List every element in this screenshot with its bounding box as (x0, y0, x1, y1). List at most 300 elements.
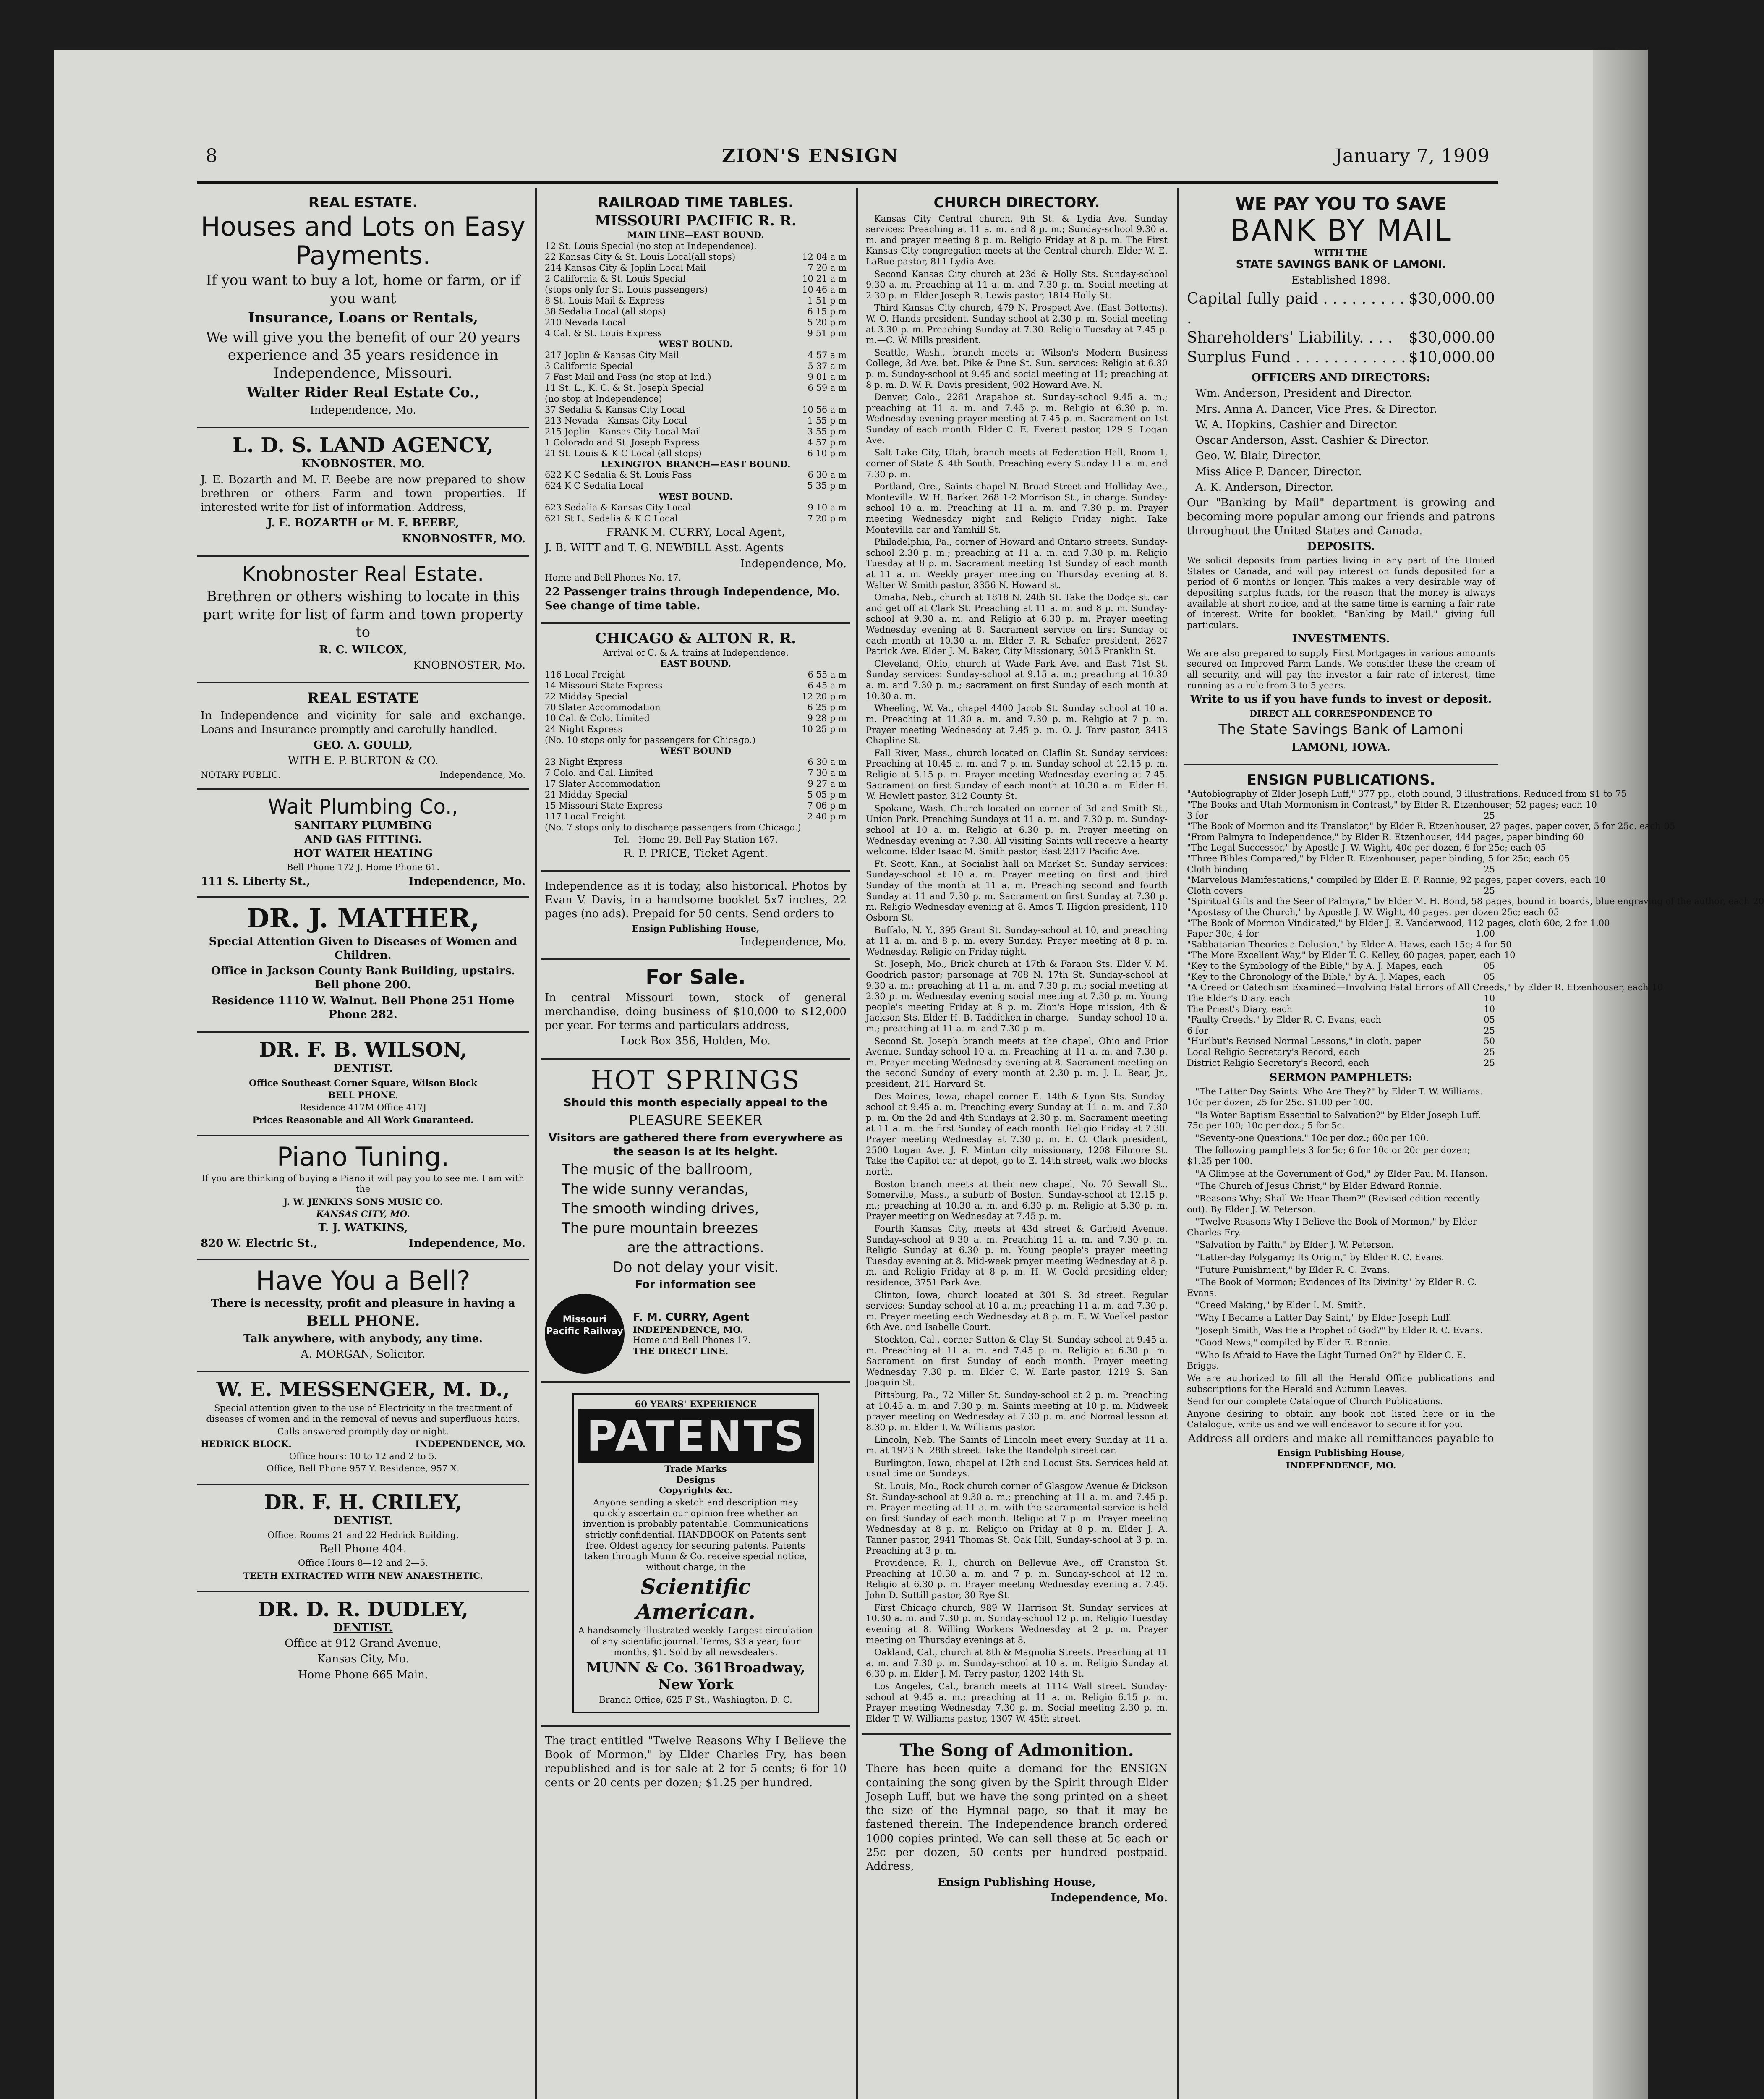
row-value: $30,000.00 (1408, 290, 1495, 307)
list-row (545, 437, 847, 448)
list-item: Boston branch meets at their new chapel, No. 70 Sewall St., Somerville, Mass., a suburb of Boston. Sunday-school at 12.15 p. m.; preaching at 10.30 a. m. and 6.30 p. m. Religio at 5.30 p. m. Prayer meeting on Wednesday at 7.45 p. m. (866, 1179, 1168, 1222)
ad-text: The pure mountain breezes (562, 1220, 758, 1237)
ad-text: Independence as it is today, also historical. Photos by Evan V. Davis, in a handsome booklet 5x7 inches, 22 pages (no ads). Prepaid for 50 cents. Send orders to (545, 879, 847, 921)
ad-signature: GEO. A. GOULD, (313, 739, 413, 752)
ad-text: are the attractions. (627, 1239, 765, 1256)
list-item: "The Latter Day Saints: Who Are They?" by Elder T. W. Williams. 10c per dozen; 25 for 25c. $1.00 per 100. (1187, 1086, 1483, 1108)
ad-phone: Home and Bell Phones 17. (633, 1335, 751, 1345)
row-value: 10 (1652, 982, 1663, 993)
list-row (545, 404, 847, 415)
ad-title: Houses and Lots on Easy Payments. (201, 211, 525, 271)
list-item: "Twelve Reasons Why I Believe the Book of Mormon," by Elder Charles Fry. (1187, 1217, 1477, 1238)
ad-title: Scientific American. (635, 1574, 756, 1624)
row-value: 1 51 p m (807, 295, 847, 306)
list-row (1187, 896, 1764, 907)
list-item: Fourth Kansas City, meets at 43d street & Garfield Avenue. Sunday-school at 9.30 a. m. Preaching 11 a. m. and 7.30 p. m. Religio Sunday at 6.30 p. m. Young people's prayer meeting Tuesday evening at 8. Mid-week prayer meeting Wednesday at 8 p. m. and Religio Friday at 8 p. m. H. W. Goold presiding elder; residence, 3751 Park Ave. (866, 1223, 1168, 1288)
row-label: (stops only for St. Louis passengers) (545, 284, 708, 295)
row-value: 6 59 a m (808, 382, 847, 393)
row-label: The Elder's Diary, each (1187, 993, 1291, 1003)
row-value: 9 10 a m (808, 503, 847, 513)
row-value: 7 30 a m (808, 767, 847, 778)
row-value: 6 45 a m (808, 680, 847, 691)
railroad-title: CHICAGO & ALTON R. R. (595, 630, 796, 647)
row-value: 12 20 p m (802, 691, 847, 701)
list-item: Seattle, Wash., branch meets at Wilson's Modern Business College, 3d Ave. bet. Pike & Pine St. Sun. services: Religio at 6.30 p. m. Sunday-school at 9.45 and social meeting at 11; preaching at 8 p. m. D. W. R. Davis president, 902 Howard Ave. N. (866, 347, 1168, 390)
list-item: Cleveland, Ohio, church at Wade Park Ave. and East 71st St. Sunday services: Sunday-school at 9.15 a. m.; preaching at 10.30 a. m. and 7.30 p. m.; sacrament on first Sunday of each month at 10.30 a. m. (866, 658, 1168, 701)
list-item: Portland, Ore., Saints chapel N. Broad Street and Holliday Ave., Montevilla. W. H. Barker. 268 1-2 Morrison St., in charge. Sunday-school 10 a. m. Preaching at 11 a. m. and 7.30 p. m. Prayer meeting Wednesday night and Religio Friday night. Take Montevilla car and Yamhill St. (866, 482, 1168, 535)
row-label: 37 Sedalia & Kansas City Local (545, 404, 685, 415)
list-row (1187, 929, 1495, 940)
ad-text: Brethren or others wishing to locate in this part write for list of farm and town property to (203, 588, 523, 641)
ad-text: Copyrights &c. (659, 1485, 732, 1496)
ad-text: J. E. Bozarth and M. F. Beebe are now prepared to show brethren or others Farm and town properties. If interested write for list of information. Address, (201, 473, 525, 514)
list-row (1187, 993, 1495, 1004)
list-row (1187, 950, 1516, 961)
ad-city: Independence, Mo. (310, 403, 416, 416)
list-item: A. K. Anderson, Director. (1195, 481, 1333, 494)
list-item: "Good News," compiled by Elder E. Rannie. (1195, 1337, 1391, 1348)
row-label: 4 Cal. & St. Louis Express (545, 328, 662, 338)
column-rule (856, 188, 858, 2099)
list-row (545, 415, 847, 426)
row-value: 5 35 p m (807, 481, 847, 491)
list-item: Mrs. Anna A. Dancer, Vice Pres. & Director. (1195, 403, 1437, 416)
list-row (545, 669, 847, 680)
ad-subheading: OFFICERS AND DIRECTORS: (1251, 372, 1431, 385)
row-value (843, 241, 847, 251)
missouri-pacific-logo-icon: Missouri Pacific Railway (545, 1294, 625, 1374)
ad-for-sale (541, 960, 850, 1059)
list-item: Miss Alice P. Dancer, Director. (1195, 465, 1362, 478)
row-label: 217 Joplin & Kansas City Mail (545, 350, 679, 360)
ad-bell-phone (197, 1260, 529, 1373)
issue-date: January 7, 1909 (1335, 145, 1490, 167)
list-row (545, 789, 847, 800)
article-signature: Ensign Publishing House, (938, 1876, 1096, 1889)
row-label: "The More Excellent Way," by Elder T. C. Kelley, 60 pages, paper, each (1187, 950, 1501, 961)
table-subheading: LEXINGTON BRANCH—EAST BOUND. (601, 458, 791, 469)
agent-line: FRANK M. CURRY, Local Agent, (606, 526, 785, 539)
row-value (843, 822, 847, 833)
row-value: 9 01 a m (808, 372, 847, 382)
ad-address: HEDRICK BLOCK. (201, 1439, 292, 1450)
patents-box (572, 1393, 819, 1713)
list-row (545, 778, 847, 789)
ad-firm: Walter Rider Real Estate Co., (246, 384, 480, 401)
ad-signature: KNOBNOSTER, Mo. (413, 659, 525, 672)
row-value: 10 46 a m (802, 284, 847, 295)
ad-signature: A. MORGAN, Solicitor. (301, 1348, 426, 1361)
ad-signature: Ensign Publishing House, (632, 923, 760, 934)
publication-list (1187, 789, 1764, 1068)
column-4 (1184, 188, 1764, 2099)
ad-firm: MUNN & Co. 361Broadway, New York (586, 1659, 805, 1693)
row-value: 10 (1586, 799, 1597, 810)
row-value: 05 (1664, 821, 1675, 832)
ad-title: BANK BY MAIL (1230, 213, 1452, 248)
ad-text: Address all orders and make all remittances payable to (1188, 1432, 1494, 1445)
list-row (545, 448, 847, 459)
row-label: 22 Kansas City & St. Louis Local(all stops) (545, 251, 736, 262)
ad-text: Anyone desiring to obtain any book not listed here or in the Catalogue, write us and we will endeavor to secure it for you. (1187, 1408, 1495, 1430)
ad-text: Office Southeast Corner Square, Wilson Block (249, 1077, 477, 1088)
row-value: 2 40 p m (807, 811, 847, 822)
ad-title: DR. J. MATHER, (246, 903, 480, 934)
row-value: 7 06 p m (807, 800, 847, 811)
list-row (1187, 907, 1559, 918)
article-text: There has been quite a demand for the ENSIGN containing the song given by the Spirit through Elder Joseph Luff, but we have the song printed on a sheet the size of the Hymnal page, so that it may be fastened therein. The Independence branch ordered 1000 copies printed. We can sell these at 5c each or 25c per dozen, 50 cents per hundred postpaid. Address, (866, 1762, 1168, 1873)
list-item: Salt Lake City, Utah, branch meets at Federation Hall, Room 1, corner of State & 4th South. Preaching every Sunday 11 a. m. and 7.30 p. m. (866, 448, 1168, 479)
row-value: 3 55 p m (807, 426, 847, 437)
row-label: 21 Midday Special (545, 789, 628, 800)
ad-firm: STATE SAVINGS BANK OF LAMONI. (1236, 258, 1446, 271)
list-row (1187, 853, 1570, 864)
ad-title: DR. F. B. WILSON, (259, 1038, 467, 1062)
ad-text: The tract entitled "Twelve Reasons Why I Believe the Book of Mormon," by Elder Charles Fry, has been republished and is for sale at 2 for 5 cents; 6 for 10 cents or 20 cents per dozen; $1.25 per hundred. (545, 1734, 847, 1789)
list-row (1187, 1058, 1495, 1069)
row-label: "Key to the Symbology of the Bible," by A. J. Mapes, each (1187, 961, 1443, 971)
list-row (545, 306, 847, 317)
list-item: "Future Punishment," by Elder R. C. Evans. (1195, 1264, 1390, 1275)
list-item: Omaha, Neb., church at 1818 N. 24th St. Take the Dodge st. car and get off at Clark St. Preaching at 11 a. m. and 8 p. m. Sunday-school at 9.30 a. m. and Religio at 6.30 p. m. Prayer meeting Wednesday evening at 8. Sacrament service on first Sunday of each month at 10.30 a. m. Elder F. R. Schafer president, 2627 Patrick Ave. Elder J. M. Baker, City Missionary, 3015 Franklin St. (866, 592, 1168, 657)
row-label: "Sabbatarian Theories a Delusion," by Elder A. Haws, each 15c; 4 for (1187, 939, 1497, 950)
list-item: Oakland, Cal., church at 8th & Magnolia Streets. Preaching at 11 a. m. and 7.30 p. m. Sunday-school at 10 a. m. Religio Sunday at 6.30 p. m. Elder J. M. Terry pastor, 1202 14th St. (866, 1647, 1168, 1679)
ad-text: The music of the ballroom, (562, 1161, 753, 1178)
row-label: 210 Nevada Local (545, 317, 626, 327)
row-label: 7 Colo. and Cal. Limited (545, 767, 653, 778)
page-number: 8 (206, 145, 217, 167)
list-item: "Is Water Baptism Essential to Salvation?" by Elder Joseph Luff. 75c per 100; 10c per doz.; 5 for 5c. (1187, 1110, 1481, 1131)
ad-text: Anyone sending a sketch and description may quickly ascertain our opinion free whether an invention is probably patentable. Communications strictly confidential. HANDBOOK on Patents sent free. Oldest agency for securing patents. Patents taken through Munn & Co. receive special notice, without charge, in the (583, 1497, 808, 1572)
list-row (545, 361, 847, 372)
ad-city: INDEPENDENCE, MO. (1286, 1460, 1396, 1471)
row-label: 1 Colorado and St. Joseph Express (545, 437, 700, 448)
row-value: 10 56 a m (802, 404, 847, 415)
ad-text: Send for our complete Catalogue of Church Publications. (1187, 1396, 1443, 1407)
list-row (1187, 348, 1495, 368)
row-label: 10 Cal. & Colo. Limited (545, 713, 650, 723)
row-label: 116 Local Freight (545, 669, 625, 680)
ad-subtitle: DENTIST. (333, 1062, 393, 1075)
row-label: 7 Fast Mail and Pass (no stop at Ind.) (545, 372, 711, 382)
list-row (545, 393, 847, 404)
table-subheading: WEST BOUND. (659, 491, 733, 502)
list-row (1187, 939, 1512, 950)
row-label: "The Book of Mormon and its Translator," by Elder R. Etzenhouser, 27 pages, paper cover, 5 for 25c. each (1187, 821, 1661, 832)
list-item: Providence, R. I., church on Bellevue Ave., off Cranston St. Preaching at 10.30 a. m. and 7 p. m. Sunday-school at 12 m. Religio at 6.30 p. m. Prayer meeting Wednesday evening at 7.45. John D. Suttill pastor, 30 Rye St. (866, 1558, 1168, 1601)
list-item: Spokane, Wash. Church located on corner of 3d and Smith St., Union Park. Preaching Sundays at 11 a. m. and 7.30 p. m. Sunday-school at 10 a. m. Religio at 6.30 p. m. Prayer meeting on Wednesday evening at 7.30. All visiting Saints will receive a hearty welcome. Elder Isaac M. Smith pastor, East 2317 Pacific Ave. (866, 803, 1168, 857)
ad-hot-springs (541, 1060, 850, 1383)
ad-title: HOT SPRINGS (591, 1064, 801, 1095)
row-label: 2 California & St. Louis Special (545, 273, 686, 284)
row-value: 6 10 p m (807, 448, 847, 458)
column-rule (535, 188, 537, 2099)
row-label: "Key to the Chronology of the Bible," by A. J. Mapes, each (1187, 971, 1445, 982)
ad-text: We are authorized to fill all the Herald Office publications and subscriptions for the Herald and Autumn Leaves. (1187, 1373, 1495, 1394)
list-item: "A Glimpse at the Government of God," by Elder Paul M. Hanson. (1195, 1168, 1488, 1179)
ad-text: Special attention given to the use of Electricity in the treatment of diseases of women and in the removal of nevus and superfluous hairs. (206, 1403, 520, 1424)
row-value (843, 393, 847, 404)
row-value: 12 04 a m (802, 251, 847, 262)
row-label: 24 Night Express (545, 724, 623, 734)
row-label: 70 Slater Accommodation (545, 702, 661, 712)
row-value: 6 25 p m (807, 702, 847, 712)
row-label: (no stop at Independence) (545, 393, 662, 404)
list-item: Wm. Anderson, President and Director. (1195, 387, 1413, 400)
row-label: 624 K C Sedalia Local (545, 481, 643, 491)
ad-subtitle: DENTIST. (333, 1515, 393, 1528)
row-value: 05 (1558, 853, 1570, 864)
list-item: W. A. Hopkins, Cashier and Director. (1195, 418, 1398, 431)
row-value (843, 735, 847, 746)
list-row (545, 691, 847, 702)
section-heading: RAILROAD TIME TABLES. (597, 194, 794, 211)
row-label: 17 Slater Accommodation (545, 778, 661, 789)
ad-text: Talk anywhere, with anybody, any time. (243, 1332, 483, 1345)
list-item: Ft. Scott, Kan., at Socialist hall on Market St. Sunday services: Sunday-school at 10 a. m. Prayer meeting on first and third Sunday of the month at 11 a. m. Preaching second and fourth Sunday at 11 and 7.30 p. m. Sacrament on first Sunday at 7.30 p. m. Religio Wednesday evening at 8. Amos T. Higdon president, 110 Osborn St. (866, 858, 1168, 923)
row-value: 50 (1484, 1036, 1495, 1047)
row-label: 21 St. Louis & K C Local (all stops) (545, 448, 702, 458)
row-label: Local Religio Secretary's Record, each (1187, 1047, 1360, 1057)
ad-text: PLEASURE SEEKER (629, 1112, 763, 1129)
table-subheading: WEST BOUND (660, 746, 732, 756)
column-3 (862, 188, 1171, 2099)
ad-text: If you are thinking of buying a Piano it will pay you to see me. I am with the (201, 1173, 525, 1194)
list-item: Buffalo, N. Y., 395 Grant St. Sunday-school at 10, and preaching at 11 a. m. and 8 p. m. every Sunday. Prayer meeting at 8 p. m. Wednesday. Religio on Friday night. (866, 925, 1168, 957)
list-item: St. Joseph, Mo., Brick church at 17th & Faraon Sts. Elder V. M. Goodrich pastor; parsonage at 708 N. 17th St. Sunday-school at 9.30 a. m.; preaching at 11 a. m. and 7.30 p. m.; social meeting at 2.30 p. m. Wednesday evening social meeting at 7.30 p. m. Young people's meeting Friday at 8 p. m. Zion's Hope mission, 4th & Jackson Sts. Elder H. B. Taddicken in charge.—Sunday-school 10 a. m.; preaching at 11 a. m. and 7.30 p. m. (866, 959, 1168, 1034)
ad-gould-real-estate (197, 683, 529, 790)
agent-line: R. P. PRICE, Ticket Agent. (623, 847, 768, 860)
row-value: 9 51 p m (807, 328, 847, 338)
ad-tract (541, 1727, 850, 1799)
list-row (545, 350, 847, 361)
row-value: 25 (1484, 885, 1495, 896)
ad-text: Visitors are gathered there from everywhere as the season is at its height. (548, 1131, 843, 1159)
ad-dr-criley (197, 1485, 529, 1592)
row-label: Surplus Fund . . . . . . . . . . . . (1187, 349, 1406, 366)
ad-text: Office at 912 Grand Avenue, (285, 1637, 442, 1650)
header-rule (197, 181, 1498, 184)
ad-title: DR. F. H. CRILEY, (264, 1491, 463, 1515)
row-value: 10 (1484, 1004, 1495, 1014)
list-row (545, 502, 847, 513)
list-item: "Why I Became a Latter Day Saint," by Elder Joseph Luff. (1195, 1313, 1452, 1323)
row-value: 05 (1484, 1015, 1495, 1025)
ad-dr-mather (197, 898, 529, 1033)
ad-text: Designs (676, 1474, 716, 1485)
agent-phones: Tel.—Home 29. Bell Pay Station 167. (613, 834, 778, 845)
row-label: District Religio Secretary's Record, each (1187, 1057, 1369, 1068)
ad-firm: J. W. JENKINS SONS MUSIC CO. (283, 1196, 443, 1207)
ad-text: The smooth winding drives, (562, 1200, 759, 1217)
list-row (545, 811, 847, 822)
list-row (1187, 821, 1675, 832)
list-item: Los Angeles, Cal., branch meets at 1114 Wall street. Sunday-school at 9.45 a. m.; preaching at 11 a. m. Religio 6.15 p. m. Prayer meeting Wednesday 7.30 p. m. Social meeting 2.30 p. m. Elder T. W. Williams pastor, 1307 W. 45th street. (866, 1681, 1168, 1724)
table-subheading: WEST BOUND. (659, 338, 733, 349)
ad-text: Insurance, Loans or Rentals, (248, 309, 478, 327)
list-row (545, 713, 847, 724)
row-value: 6 15 p m (807, 306, 847, 317)
article-title: The Song of Admonition. (899, 1740, 1134, 1761)
bank-amounts (1187, 289, 1495, 368)
ad-phone: Office, Bell Phone 957 Y. Residence, 957 X. (267, 1463, 460, 1474)
list-row (1187, 1015, 1495, 1026)
ad-patents (541, 1383, 850, 1727)
row-value: 10 21 a m (802, 273, 847, 284)
row-value: 05 (1484, 971, 1495, 982)
list-row (1187, 289, 1495, 329)
ad-text: WITH THE (1314, 247, 1368, 258)
row-value: 1.00 (1475, 929, 1495, 939)
row-label: 3 for (1187, 810, 1208, 821)
row-label: "Three Bibles Compared," by Elder R. Etzenhouser, paper binding, 5 for 25c; each (1187, 853, 1555, 864)
row-label: 15 Missouri State Express (545, 800, 663, 811)
row-value: 1.00 (1590, 918, 1610, 928)
list-row (545, 680, 847, 691)
ad-notary: NOTARY PUBLIC. (201, 769, 281, 780)
ad-text: BELL PHONE. (306, 1313, 420, 1330)
ad-text: Office, Rooms 21 and 22 Hedrick Building. (267, 1530, 459, 1540)
ad-text: 60 YEARS' EXPERIENCE (635, 1398, 757, 1409)
row-label: 3 California Special (545, 361, 633, 371)
ad-state-savings-bank (1184, 188, 1498, 765)
ad-knobnoster-real-estate (197, 557, 529, 683)
ad-wait-plumbing (197, 790, 529, 898)
ad-title: Piano Tuning. (277, 1141, 449, 1173)
list-row (545, 372, 847, 382)
ad-title: Wait Plumbing Co., (268, 795, 458, 819)
ad-firm-city: KANSAS CITY, MO. (316, 1209, 410, 1220)
list-row (545, 822, 847, 833)
ad-address: 820 W. Electric St., (201, 1237, 318, 1250)
row-label: Shareholders' Liability. . . . (1187, 329, 1393, 347)
sermon-list (1187, 1086, 1495, 1371)
row-value: 7 20 a m (808, 262, 847, 273)
ad-text: THE DIRECT LINE. (633, 1346, 729, 1357)
row-value: 6 30 a m (808, 756, 847, 767)
ad-address: 111 S. Liberty St., (201, 875, 310, 888)
ad-city: KNOBNOSTER. MO. (301, 458, 425, 471)
list-item: "Salvation by Faith," by Elder J. W. Peterson. (1195, 1240, 1394, 1250)
list-row (545, 756, 847, 767)
row-value: 7 20 p m (807, 513, 847, 524)
stacked-page-edges (1593, 50, 1648, 2099)
list-row (1187, 982, 1663, 993)
row-value: 4 57 p m (807, 437, 847, 448)
ad-title: For Sale. (645, 966, 746, 989)
ad-text: Kansas City, Mo. (317, 1653, 409, 1666)
ad-text: Our "Banking by Mail" department is growing and becoming more popular among our friends and patrons throughout the United States and Canada. (1187, 497, 1495, 537)
list-row (1187, 864, 1495, 875)
railroad-title: MISSOURI PACIFIC R. R. (595, 212, 797, 229)
list-row (545, 284, 847, 295)
row-label: "Apostasy of the Church," by Apostle J. W. Wight, 40 pages, per dozen 25c; each (1187, 907, 1545, 918)
row-label: 117 Local Freight (545, 811, 625, 822)
row-value: 10 25 p m (802, 724, 847, 734)
row-value: 1 55 p m (807, 415, 847, 426)
table-subheading: MAIN LINE—EAST BOUND. (627, 230, 764, 240)
ad-lds-land-agency (197, 428, 529, 557)
ad-text: We will give you the benefit of our 20 years experience and 35 years residence in Independence, Missouri. (206, 329, 520, 382)
agent-line: Independence, Mo. (740, 557, 847, 570)
list-row (545, 702, 847, 713)
list-row (545, 273, 847, 284)
ad-text: In central Missouri town, stock of general merchandise, doing business of $10,000 to $12,000 per year. For terms and particulars address, (545, 991, 847, 1032)
ad-city: Independence, Mo. (408, 1237, 525, 1250)
table-subheading: EAST BOUND. (660, 658, 732, 669)
ad-text: Prices Reasonable and All Work Guaranteed. (252, 1115, 474, 1125)
timetable (545, 350, 847, 459)
ad-text: SANITARY PLUMBING (294, 819, 432, 832)
ad-text: Residence 1110 W. Walnut. Bell Phone 251 Home Phone 282. (212, 994, 515, 1021)
ad-agent: F. M. CURRY, Agent (633, 1311, 750, 1324)
row-value: 25 (1484, 810, 1495, 821)
column-2 (541, 188, 850, 2099)
list-item: Stockton, Cal., corner Sutton & Clay St. Sunday-school at 9.45 a. m. Preaching at 11 a. m. and 7.45 p. m. Religio at 6.30 p. m. Sacrament on first Sunday of each month. Prayer meeting Wednesday 7.30 p. m. Elder C. W. Earle pastor, 1219 S. San Joaquin St. (866, 1335, 1168, 1388)
list-row (545, 262, 847, 273)
list-row (545, 735, 847, 746)
row-value: 4 57 a m (808, 350, 847, 360)
list-item: "The Church of Jesus Christ," by Elder Edward Rannie. (1195, 1181, 1442, 1191)
bank-officers (1187, 387, 1495, 495)
list-row (1187, 875, 1606, 886)
row-label: 213 Nevada—Kansas City Local (545, 415, 687, 426)
ad-text: There is necessity, profit and pleasure in having a (211, 1297, 515, 1310)
list-item: "Reasons Why; Shall We Hear Them?" (Revised edition recently out). By Elder J. W. Peterson. (1187, 1193, 1480, 1214)
ad-signature: KNOBNOSTER, MO. (402, 532, 525, 545)
ad-city: Independence, Mo. (740, 936, 847, 949)
ad-text: The wide sunny verandas, (562, 1180, 749, 1198)
ad-piano-tuning (197, 1136, 529, 1260)
list-item: "Joseph Smith; Was He a Prophet of God?" by Elder R. C. Evans. (1195, 1325, 1483, 1335)
railroad-time-tables (541, 188, 850, 624)
ensign-publications (1184, 765, 1764, 1480)
list-item: "Creed Making," by Elder I. M. Smith. (1195, 1300, 1366, 1311)
ad-phone: Bell Phone 404. (319, 1543, 407, 1556)
ad-text: Trade Marks (664, 1463, 727, 1474)
row-label: 22 Midday Special (545, 691, 628, 701)
agent-line: J. B. WITT and T. G. NEWBILL Asst. Agents (545, 542, 784, 555)
ad-text: A handsomely illustrated weekly. Largest circulation of any scientific journal. Terms, $3 a year; four months, $1. Sold by all newsdealers. (578, 1625, 813, 1657)
ad-text: If you want to buy a lot, home or farm, or if you want (206, 272, 520, 307)
list-item: Oscar Anderson, Asst. Cashier & Director. (1195, 434, 1429, 447)
newspaper-page (197, 143, 1764, 2099)
row-label: "A Creed or Catechism Examined—Involving Fatal Errors of All Creeds," by Elder R. Etzenhouser, each (1187, 982, 1649, 993)
list-row (1187, 832, 1584, 843)
ad-subheading: DEPOSITS. (1307, 540, 1375, 553)
timetable (545, 502, 847, 524)
column-1 (197, 188, 529, 2099)
ad-signature: Ensign Publishing House, (1277, 1447, 1405, 1458)
ad-text: We are also prepared to supply First Mortgages in various amounts secured on Improved Farm Lands. We consider these the cream of all security, and will pay the investor a fair rate of interest, time running as a rule from 3 to 5 years. (1187, 648, 1495, 691)
ad-city: Independence, Mo. (439, 769, 525, 780)
row-label: 23 Night Express (545, 756, 623, 767)
row-label: 214 Kansas City & Joplin Local Mail (545, 262, 706, 273)
row-label: 38 Sedalia Local (all stops) (545, 306, 666, 317)
list-row (1187, 789, 1627, 800)
list-row (545, 426, 847, 437)
ad-text: We solicit deposits from parties living in any part of the United States or Canada, and will pay interest on funds deposited for a period of 6 months or longer. This makes a very desirable way of depositing surplus funds, for the reason that the money is always available at short notice, and at the same time is earning a fair rate of interest. Write for booklet, "Banking by Mail," giving full particulars. (1187, 555, 1495, 630)
row-value: 6 55 a m (808, 669, 847, 680)
row-value: 10 (1504, 950, 1516, 961)
ad-signature: T. J. WATKINS, (318, 1221, 408, 1234)
ad-text: DIRECT ALL CORRESPONDENCE TO (1249, 708, 1432, 719)
page-header (197, 143, 1498, 181)
list-row (545, 241, 847, 251)
row-label: Paper 30c, 4 for (1187, 929, 1259, 939)
ad-city: INDEPENDENCE, MO. (415, 1439, 525, 1450)
list-row (545, 800, 847, 811)
